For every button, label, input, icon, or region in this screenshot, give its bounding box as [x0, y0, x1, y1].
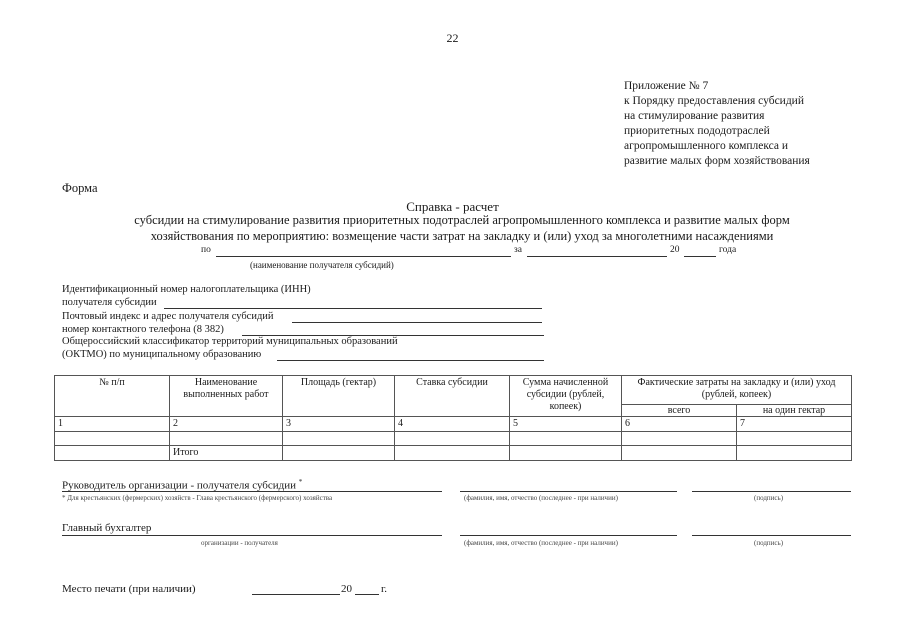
accountant-sign-line[interactable] [692, 535, 851, 536]
recipient-name-field[interactable] [216, 256, 511, 257]
head-fio-caption: (фамилия, имя, отчество (последнее - при наличии) [464, 494, 618, 502]
col-number: 7 [737, 417, 852, 432]
period-za-label: за [514, 245, 522, 255]
stamp-year-field[interactable] [355, 594, 379, 595]
recipient-caption: (наименование получателя субсидий) [250, 260, 394, 270]
col-number: 3 [283, 417, 395, 432]
period-po-label: по [201, 245, 211, 255]
stamp-label: Место печати (при наличии) [62, 583, 196, 595]
document-title: Справка - расчет [406, 199, 499, 214]
accountant-label: Главный бухгалтер [62, 522, 152, 534]
table-cell[interactable] [395, 432, 510, 446]
header-area: Площадь (гектар) [283, 376, 395, 417]
year-suffix: года [719, 245, 737, 255]
inn-label-line2: получателя субсидии [62, 297, 157, 308]
head-label-text: Руководитель организации - получателя субсидии [62, 479, 297, 492]
header-actual-costs: Фактические затраты на закладку и (или) уход (рублей, копеек) [622, 376, 852, 405]
appendix-line: развитие малых форм хозяйствования [624, 155, 810, 167]
footnote: * Для крестьянских (фермерских) хозяйств - Глава крестьянского (фермерского) хозяйства [62, 494, 333, 502]
inn-field[interactable] [164, 308, 542, 309]
col-number: 2 [170, 417, 283, 432]
stamp-date-field[interactable] [252, 594, 340, 595]
form-label: Форма [62, 181, 98, 195]
table-cell[interactable] [622, 446, 737, 461]
appendix-line: на стимулирование развития [624, 110, 765, 122]
table-cell[interactable] [737, 446, 852, 461]
page-number: 22 [446, 31, 459, 45]
address-field[interactable] [292, 322, 542, 323]
appendix-line: к Порядку предоставления субсидий [624, 95, 804, 107]
table-cell[interactable] [55, 446, 170, 461]
table-number-row [55, 417, 852, 432]
header-per-hectare: на один гектар [737, 405, 852, 417]
table-cell[interactable] [510, 432, 622, 446]
appendix-line: Приложение № 7 [624, 80, 709, 92]
calculation-table [54, 375, 852, 461]
accountant-signature-line[interactable] [62, 535, 442, 536]
head-note-marker: * [298, 478, 303, 486]
table-header-row [55, 376, 852, 405]
period-field[interactable] [527, 256, 667, 257]
head-sign-line[interactable] [692, 491, 851, 492]
year-field[interactable] [684, 256, 716, 257]
col-number: 6 [622, 417, 737, 432]
table-cell[interactable] [283, 432, 395, 446]
appendix-block [624, 79, 810, 169]
table-cell[interactable] [510, 446, 622, 461]
table-cell[interactable] [170, 432, 283, 446]
year-prefix: 20 [670, 245, 680, 255]
head-signature-line[interactable] [62, 491, 442, 492]
table-cell[interactable] [737, 432, 852, 446]
col-number: 1 [55, 417, 170, 432]
table-total-row [55, 446, 852, 461]
oktmo-label-line1: Общероссийский классификатор территорий муниципальных образований [62, 336, 398, 347]
stamp-year-prefix: 20 [341, 583, 352, 595]
header-subsidy-sum: Сумма начисленной субсидии (рублей, копеек) [510, 376, 622, 417]
header-total: всего [622, 405, 737, 417]
table-cell[interactable] [283, 446, 395, 461]
table-cell[interactable] [622, 432, 737, 446]
phone-label: номер контактного телефона (8 382) [62, 324, 224, 335]
address-label: Почтовый индекс и адрес получателя субсидий [62, 311, 274, 322]
appendix-line: приоритетных пододотраслей [624, 125, 770, 137]
appendix-line: агропромышленного комплекса и [624, 140, 789, 152]
accountant-sign-caption: (подпись) [754, 539, 784, 547]
header-work-name: Наименование выполненных работ [170, 376, 283, 417]
table-row [55, 432, 852, 446]
accountant-sub-caption: организации - получателя [201, 539, 278, 547]
total-label: Итого [170, 446, 283, 461]
col-number: 5 [510, 417, 622, 432]
head-fio-line[interactable] [460, 491, 677, 492]
inn-label-line1: Идентификационный номер налогоплательщика (ИНН) [62, 284, 311, 295]
document-subtitle [62, 212, 862, 244]
table-cell[interactable] [55, 432, 170, 446]
header-number: № п/п [55, 376, 170, 417]
col-number: 4 [395, 417, 510, 432]
table-cell[interactable] [395, 446, 510, 461]
subtitle-line-1: субсидии на стимулирование развития приоритетных подотраслей агропромышленного комплекса и развитие малых форм [134, 213, 790, 227]
stamp-year-suffix: г. [381, 583, 388, 595]
header-rate: Ставка субсидии [395, 376, 510, 417]
head-sign-caption: (подпись) [754, 494, 784, 502]
oktmo-label-line2: (ОКТМО) по муниципальному образованию [62, 349, 262, 360]
head-label [62, 478, 302, 492]
accountant-fio-caption: (фамилия, имя, отчество (последнее - при наличии) [464, 539, 618, 547]
subtitle-line-2: хозяйствования по мероприятию: возмещение части затрат на закладку и (или) уход за многолетними насаждениями [150, 229, 774, 243]
accountant-fio-line[interactable] [460, 535, 677, 536]
oktmo-field[interactable] [277, 360, 544, 361]
